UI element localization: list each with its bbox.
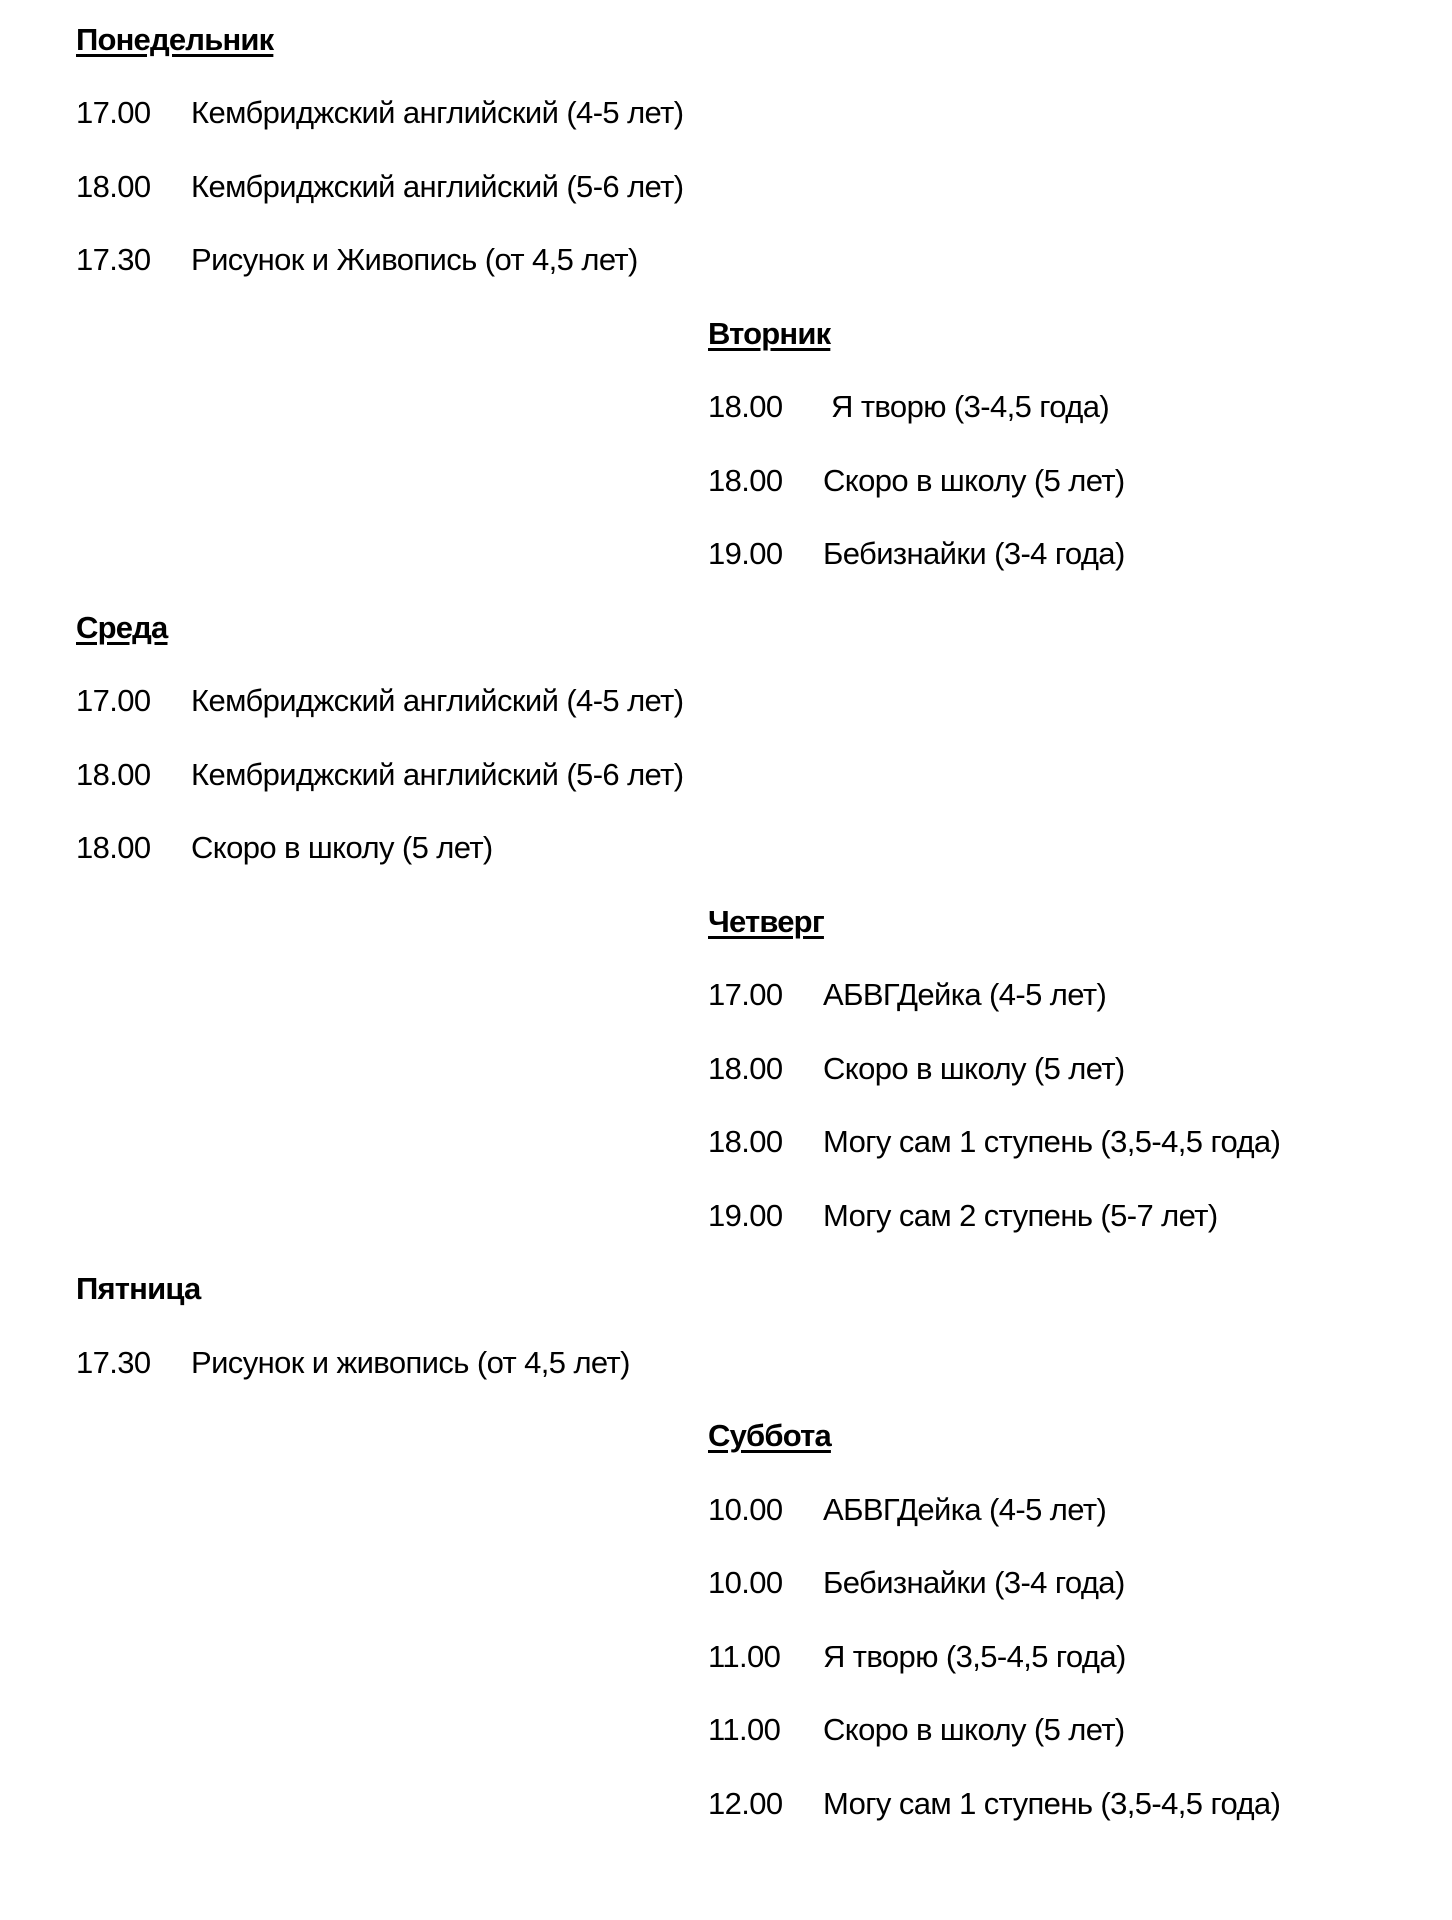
item-title: Могу сам 2 ступень (5-7 лет) (823, 1198, 1218, 1233)
item-time: 17.00 (76, 683, 151, 718)
item-time: 11.00 (708, 1639, 781, 1674)
item-time: 18.00 (708, 389, 783, 424)
day-heading-saturday: Суббота (708, 1418, 831, 1453)
day-heading-monday: Понедельник (76, 22, 274, 57)
item-title: Кембриджский английский (5-6 лет) (191, 169, 684, 204)
item-time: 17.30 (76, 242, 151, 277)
item-time: 10.00 (708, 1565, 783, 1600)
item-title: Скоро в школу (5 лет) (191, 830, 493, 865)
item-time: 17.30 (76, 1345, 151, 1380)
day-heading-thursday: Четверг (708, 904, 824, 939)
item-title: Скоро в школу (5 лет) (823, 1051, 1125, 1086)
item-time: 18.00 (708, 1051, 783, 1086)
item-title: Я творю (3-4,5 года) (823, 389, 1110, 424)
item-time: 11.00 (708, 1712, 781, 1747)
item-time: 18.00 (708, 1124, 783, 1159)
item-title: Кембриджский английский (4-5 лет) (191, 95, 684, 130)
day-heading-wednesday: Среда (76, 610, 168, 645)
day-heading-tuesday: Вторник (708, 316, 831, 351)
item-title: Могу сам 1 ступень (3,5-4,5 года) (823, 1124, 1281, 1159)
item-time: 18.00 (708, 463, 783, 498)
item-title: Скоро в школу (5 лет) (823, 463, 1125, 498)
item-title: Рисунок и Живопись (от 4,5 лет) (191, 242, 638, 277)
item-time: 12.00 (708, 1786, 783, 1821)
item-time: 17.00 (76, 95, 151, 130)
item-time: 18.00 (76, 757, 151, 792)
day-heading-friday: Пятница (76, 1271, 201, 1306)
item-time: 10.00 (708, 1492, 783, 1527)
item-title: Бебизнайки (3-4 года) (823, 1565, 1125, 1600)
item-title: Кембриджский английский (5-6 лет) (191, 757, 684, 792)
item-title: Скоро в школу (5 лет) (823, 1712, 1125, 1747)
item-time: 18.00 (76, 169, 151, 204)
item-time: 19.00 (708, 1198, 783, 1233)
item-title: Бебизнайки (3-4 года) (823, 536, 1125, 571)
item-time: 17.00 (708, 977, 783, 1012)
item-title: Кембриджский английский (4-5 лет) (191, 683, 684, 718)
item-title: Могу сам 1 ступень (3,5-4,5 года) (823, 1786, 1281, 1821)
item-time: 18.00 (76, 830, 151, 865)
item-title: Я творю (3,5-4,5 года) (823, 1639, 1126, 1674)
item-title: Рисунок и живопись (от 4,5 лет) (191, 1345, 630, 1380)
item-title: АБВГДейка (4-5 лет) (823, 977, 1107, 1012)
item-time: 19.00 (708, 536, 783, 571)
item-title: АБВГДейка (4-5 лет) (823, 1492, 1107, 1527)
